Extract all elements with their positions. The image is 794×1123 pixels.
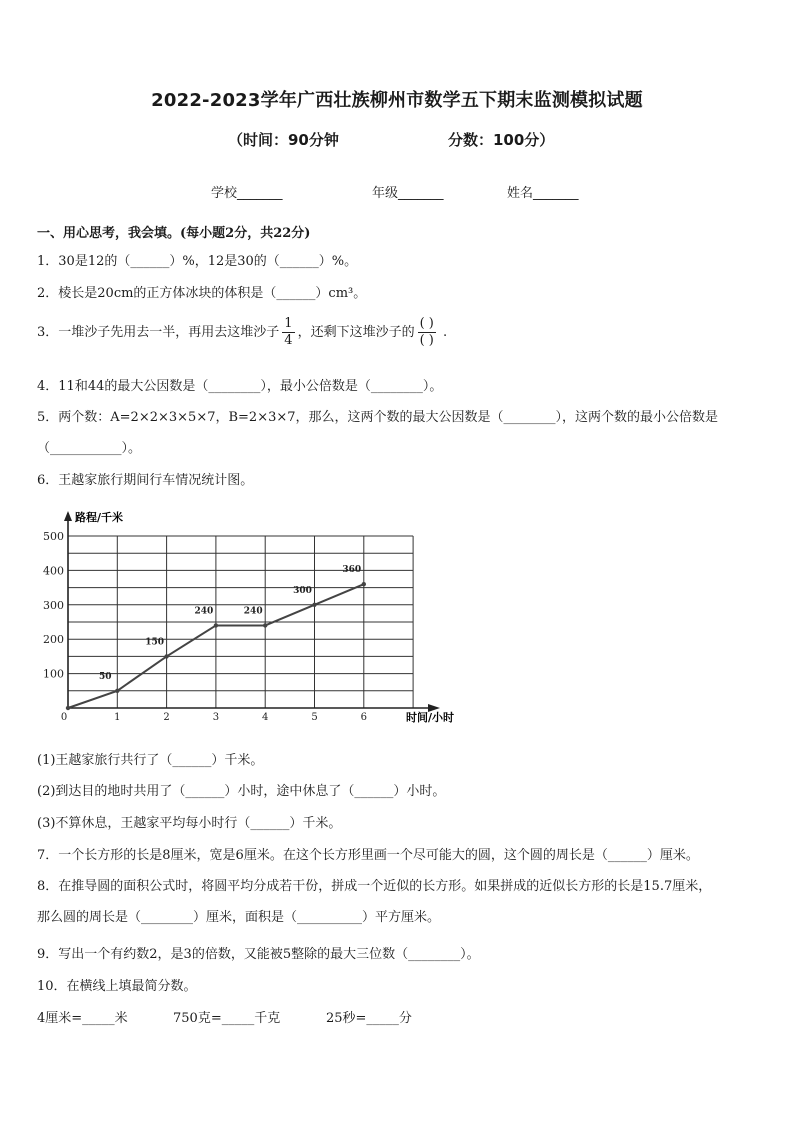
- travel-line-chart: [30, 503, 480, 728]
- question-5-line-2: （___________）。: [37, 441, 142, 456]
- question-10: 10．在横线上填最简分数。: [37, 979, 197, 994]
- fraction-numerator: 1: [284, 316, 293, 331]
- question-8-line-2: 那么圆的周长是（________）厘米，面积是（__________）平方厘米。: [37, 910, 441, 925]
- y-axis-arrow: [64, 511, 72, 521]
- question-3-end: .: [443, 325, 448, 340]
- x-tick-label: 5: [311, 712, 318, 723]
- data-point: [66, 706, 70, 710]
- y-tick-label: 400: [43, 564, 64, 578]
- data-label: 360: [342, 565, 362, 576]
- x-axis-label: 时间/小时: [406, 711, 455, 724]
- data-point: [115, 689, 119, 693]
- question-10-b: 750克=_____千克: [173, 1011, 281, 1026]
- time-limit: （时间：90分钟: [228, 131, 339, 149]
- question-6: 6．王越家旅行期间行车情况统计图。: [37, 473, 254, 488]
- question-6-3: (3)不算休息，王越家平均每小时行（______）千米。: [37, 816, 342, 831]
- question-10-c: 25秒=_____分: [326, 1011, 412, 1026]
- data-point: [214, 623, 218, 627]
- y-tick-label: 100: [43, 667, 64, 681]
- page-title: 2022-2023学年广西壮族柳州市数学五下期末监测模拟试题: [151, 90, 643, 111]
- y-tick-label: 200: [43, 633, 64, 647]
- data-point: [312, 603, 316, 607]
- name-field[interactable]: 姓名_______: [507, 186, 579, 201]
- question-3-text: 3．一堆沙子先用去一半，再用去这堆沙子: [37, 325, 280, 340]
- y-tick-label: 500: [43, 530, 64, 543]
- question-3: [37, 316, 447, 349]
- data-label: 150: [145, 637, 164, 648]
- chart-grid: [68, 536, 413, 708]
- fraction-one-quarter: [282, 316, 294, 349]
- question-5-line-1: 5．两个数：A=2×2×3×5×7，B=2×3×7，那么，这两个数的最大公因数是（________），这两个数的最小公倍数是: [37, 410, 719, 425]
- y-axis-label: 路程/千米: [75, 511, 124, 524]
- blank-denominator[interactable]: ( ): [419, 333, 434, 348]
- question-4: 4．11和44的最大公因数是（________），最小公倍数是（________）。: [37, 379, 443, 394]
- x-tick-label: 2: [163, 712, 170, 723]
- x-tick-label: 4: [262, 712, 269, 723]
- question-7: 7．一个长方形的长是8厘米，宽是6厘米。在这个长方形里画一个尽可能大的圆，这个圆的周长是（______）厘米。: [37, 848, 699, 863]
- question-2: 2．棱长是20cm的正方体冰块的体积是（______）cm³。: [37, 286, 367, 301]
- grade-field[interactable]: 年级_______: [372, 186, 444, 201]
- school-field[interactable]: 学校_______: [211, 186, 283, 201]
- data-point: [362, 582, 366, 586]
- x-tick-label: 1: [114, 712, 121, 723]
- data-label: 240: [194, 606, 214, 617]
- x-tick-label: 3: [212, 712, 220, 723]
- y-tick-label: 300: [43, 598, 64, 612]
- data-point: [263, 623, 267, 627]
- data-label: 300: [293, 585, 312, 596]
- data-label: 240: [243, 606, 263, 617]
- question-3-middle: ，还剩下这堆沙子的: [297, 325, 415, 340]
- blank-numerator[interactable]: ( ): [419, 316, 434, 331]
- chart-ticks: [43, 530, 367, 723]
- section-heading: 一、用心思考，我会填。(每小题2分，共22分): [37, 226, 311, 241]
- x-tick-label: 0: [60, 712, 68, 723]
- question-9: 9．写出一个有约数2，是3的倍数，又能被5整除的最大三位数（________）。: [37, 947, 480, 962]
- question-6-2: (2)到达目的地时共用了（______）小时，途中休息了（______）小时。: [37, 784, 446, 799]
- data-label: 50: [99, 671, 112, 682]
- fraction-denominator: 4: [284, 333, 293, 348]
- question-10-a: 4厘米=_____米: [37, 1011, 128, 1026]
- answer-fraction-blank[interactable]: [418, 316, 436, 349]
- question-8-line-1: 8．在推导圆的面积公式时，将圆平均分成若干份，拼成一个近似的长方形。如果拼成的近似长方形的长是15.7厘米，: [37, 879, 712, 894]
- x-tick-label: 6: [360, 712, 367, 723]
- data-point: [164, 654, 168, 658]
- question-1: 1．30是12的（______）%，12是30的（______）%。: [37, 254, 358, 269]
- total-score: 分数：100分）: [448, 131, 555, 149]
- question-6-1: (1)王越家旅行共行了（______）千米。: [37, 753, 264, 768]
